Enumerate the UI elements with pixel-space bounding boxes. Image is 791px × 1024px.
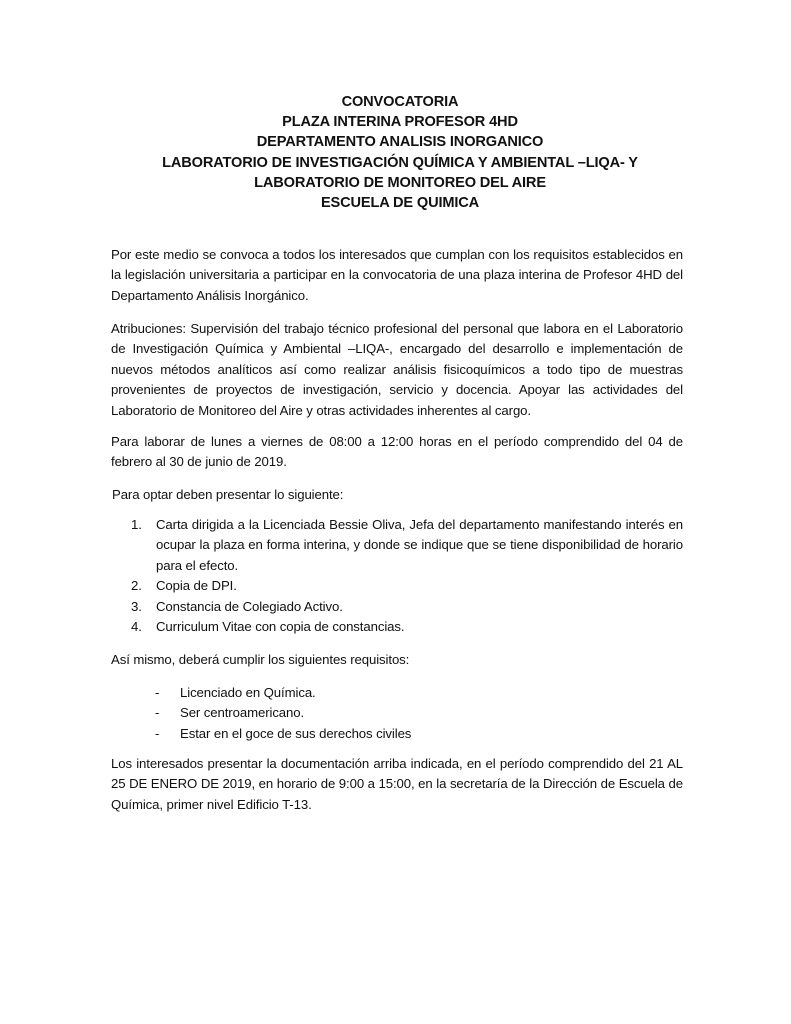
list-text: Constancia de Colegiado Activo. — [156, 598, 343, 614]
requisitos-intro: Así mismo, deberá cumplir los siguientes requisitos: — [111, 652, 410, 667]
list-text: Carta dirigida a la Licenciada Bessie Oliva, Jefa del departamento manifestando interés en ocupar la plaza en forma interina, y donde se indique que se tiene disponibilidad de horario para el efecto. — [156, 517, 683, 573]
list-text: Curriculum Vitae con copia de constancias. — [156, 619, 405, 635]
documents-list — [131, 515, 683, 637]
list-text: Ser centroamericano. — [180, 705, 305, 721]
list-item — [155, 683, 555, 703]
list-item — [131, 576, 683, 596]
header-laboratory-liqa: LABORATORIO DE INVESTIGACIÓN QUÍMICA Y AMBIENTAL –LIQA- Y — [162, 154, 638, 171]
list-number: 3. — [131, 598, 142, 614]
header-title: CONVOCATORIA — [341, 94, 459, 110]
list-number: 4. — [131, 619, 142, 635]
list-item — [155, 724, 555, 744]
list-number: 1. — [131, 517, 142, 532]
cierre-paragraph: Los interesados presentar la documentación arriba indicada, en el período comprendido del 21 AL 25 DE ENERO DE 2019, en horario de 9:00 a 15:00, en la secretaría de la Dirección de Escuela de Química, primer nivel Edificio T-13. — [111, 756, 683, 812]
list-item — [131, 515, 683, 576]
atribuciones-paragraph: Atribuciones: Supervisión del trabajo técnico profesional del personal que labora en el Laboratorio de Investigación Química y Ambiental –LIQA-, encargado del desarrollo e implementación de nuevos métodos analíticos así como realizar análisis fisicoquímicos a todo tipo de muestras provenientes de proyectos de investigación, servicio y docencia. Apoyar las actividades del Laboratorio de Monitoreo del Aire y otras actividades inherentes al cargo. — [111, 321, 683, 418]
list-item — [155, 703, 555, 723]
bullet-dash: - — [155, 685, 160, 700]
intro-paragraph: Por este medio se convoca a todos los interesados que cumplan con los requisitos establecidos en la legislación universitaria a participar en la convocatoria de una plaza interina de Profesor 4HD del Departamento Análisis Inorgánico. — [111, 247, 683, 303]
list-text: Estar en el goce de sus derechos civiles — [180, 725, 412, 741]
bullet-dash: - — [155, 705, 160, 721]
header-department: DEPARTAMENTO ANALISIS INORGANICO — [256, 134, 544, 151]
list-text: Copia de DPI. — [156, 578, 237, 594]
requirements-list — [155, 683, 555, 744]
header-laboratory-air: LABORATORIO DE MONITOREO DEL AIRE — [254, 174, 546, 191]
list-number: 2. — [131, 578, 142, 594]
bullet-dash: - — [155, 725, 160, 741]
optar-intro: Para optar deben presentar lo siguiente: — [112, 487, 344, 502]
header-school: ESCUELA DE QUIMICA — [320, 195, 480, 212]
list-item — [131, 617, 683, 637]
list-text: Licenciado en Química. — [180, 685, 316, 700]
header-position: PLAZA INTERINA PROFESOR 4HD — [282, 114, 518, 131]
document-header — [100, 92, 700, 213]
list-item — [131, 597, 683, 617]
horario-paragraph: Para laborar de lunes a viernes de 08:00 a 12:00 horas en el período comprendido del 04 de febrero al 30 de junio de 2019. — [111, 434, 683, 470]
